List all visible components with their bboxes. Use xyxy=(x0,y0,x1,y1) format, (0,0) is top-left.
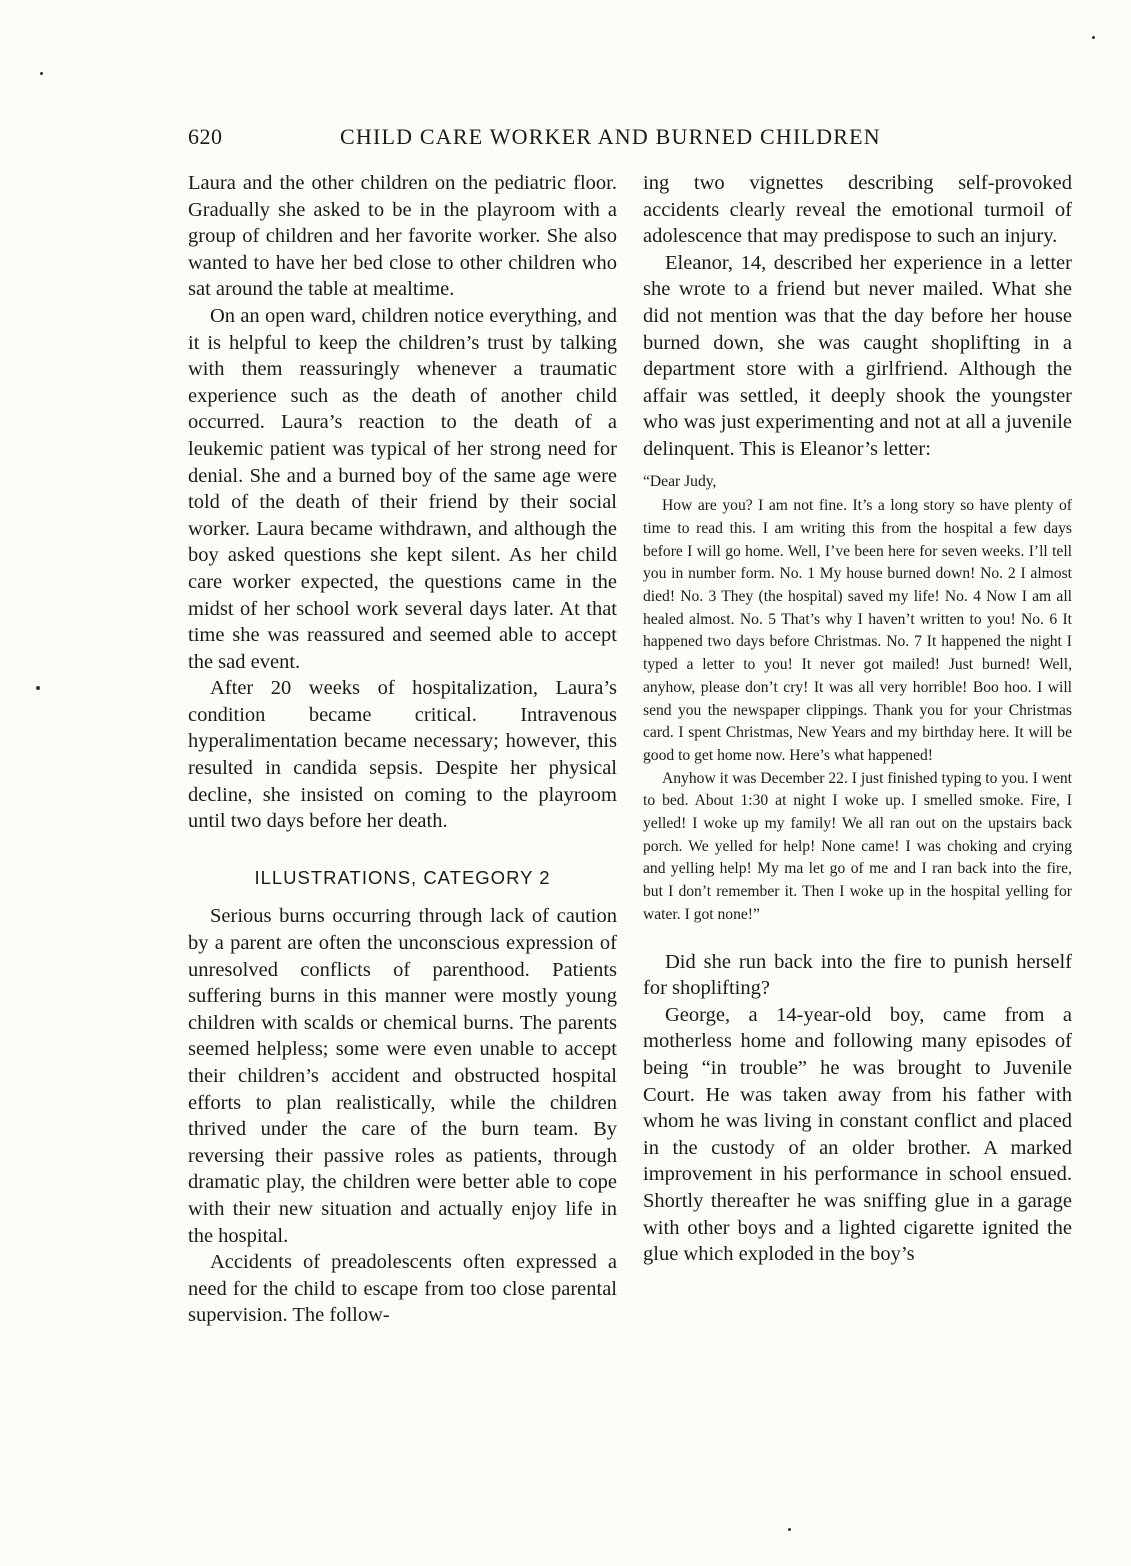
body-paragraph: Did she run back into the fire to punish herself for shoplifting? xyxy=(643,950,1072,1000)
quoted-letter xyxy=(643,471,1072,927)
body-paragraph: Laura and the other children on the pediatric floor. Gradually she asked to be in the playroom with a group of children and her favorite worker. She also wanted to have her bed close to other children who sat around the table at mealtime. xyxy=(188,172,617,301)
page-number: 620 xyxy=(188,124,223,149)
running-title: CHILD CARE WORKER AND BURNED CHILDREN xyxy=(340,124,881,149)
body-paragraph: Accidents of preadolescents often expressed a need for the child to escape from too close parental supervision. The follow- xyxy=(188,1251,617,1327)
scan-speck xyxy=(36,686,40,690)
page-header xyxy=(188,124,1078,156)
section-heading: ILLUSTRATIONS, CATEGORY 2 xyxy=(254,866,551,888)
letter-salutation: “Dear Judy, xyxy=(643,472,717,490)
body-paragraph: Eleanor, 14, described her experience in a letter she wrote to a friend but never mailed. What she did not mention was that the day before her house burned down, she was caught shoplifting in a department store with a girlfriend. Although the affair was settled, it deeply shook the youngster who was just experimenting and not at all a juvenile delinquent. This is Eleanor’s letter: xyxy=(643,251,1072,460)
body-paragraph: After 20 weeks of hospitalization, Laura’s condition became critical. Intravenous hyperalimentation became necessary; however, this resulted in candida sepsis. Despite her physical decline, she insisted on coming to the playroom until two days before her death. xyxy=(188,677,617,833)
scan-speck xyxy=(40,72,43,75)
letter-paragraph: Anyhow it was December 22. I just finished typing to you. I went to bed. About 1:30 at night I woke up. I smelled smoke. Fire, I yelled! I woke up my family! We all ran out on the upstairs back porch. We yelled for help! None came! I was choking and crying and yelling help! My ma let go of me and I ran back into the fire, but I don’t remember it. Then I woke up in the hospital yelling for water. I got none!” xyxy=(643,769,1072,923)
body-paragraph: Serious burns occurring through lack of caution by a parent are often the unconscious expression of unresolved conflicts of parenthood. Patients suffering burns in this manner were mostly young children with scalds or chemical burns. The parents seemed helpless; some were even unable to accept their children’s accident and obstructed hospital efforts to plan realistically, while the children thrived under the care of the burn team. By reversing their passive roles as patients, through dramatic play, the children were better able to cope with their new situation and actually enjoy life in the hospital. xyxy=(188,905,617,1247)
letter-paragraph: How are you? I am not fine. It’s a long story so have plenty of time to read this. I am writing this from the hospital a few days before I will go home. Well, I’ve been here for seven weeks. I’ll tell you in number form. No. 1 My house burned down! No. 2 I almost died! No. 3 They (the hospital) saved my life! No. 4 Now I am all healed almost. No. 5 That’s why I haven’t written to you! No. 6 It happened two days before Christmas. No. 7 It happened the night I typed a letter to you! It never got mailed! Just burned! Well, anyhow, please don’t cry! It was all very horrible! Boo hoo. I will send you the newspaper clippings. Thank you for your Christmas card. I spent Christmas, New Years and my birthday here. It will be good to get home now. Here’s what happened! xyxy=(643,497,1072,764)
left-column xyxy=(188,170,617,1482)
body-paragraph: George, a 14-year-old boy, came from a motherless home and following many episodes of being “in trouble” he was brought to Juvenile Court. He was taken away from his father with whom he was living in constant conflict and placed in the custody of an older brother. A marked improvement in his performance in school ensued. Shortly thereafter he was sniffing glue in a garage with other boys and a lighted cigarette ignited the glue which exploded in the boy’s xyxy=(643,1003,1072,1266)
scan-speck xyxy=(1092,36,1095,39)
scan-speck xyxy=(788,1528,791,1531)
body-paragraph: On an open ward, children notice everything, and it is helpful to keep the children’s trust by talking with them reassuringly whenever a traumatic experience such as the death of another child occurred. Laura’s reaction to the death of a leukemic patient was typical of her strong need for denial. She and a burned boy of the same age were told of the death of their friend by their social worker. Laura became withdrawn, and although the boy asked questions she kept silent. As her child care worker expected, the questions came in the midst of her school work several days later. At that time she was reassured and seemed able to accept the sad event. xyxy=(188,304,617,673)
body-paragraph: ing two vignettes describing self-provoked accidents clearly reveal the emotional turmoil of adolescence that may predispose to such an injury. xyxy=(643,172,1072,248)
right-column xyxy=(643,170,1072,1482)
